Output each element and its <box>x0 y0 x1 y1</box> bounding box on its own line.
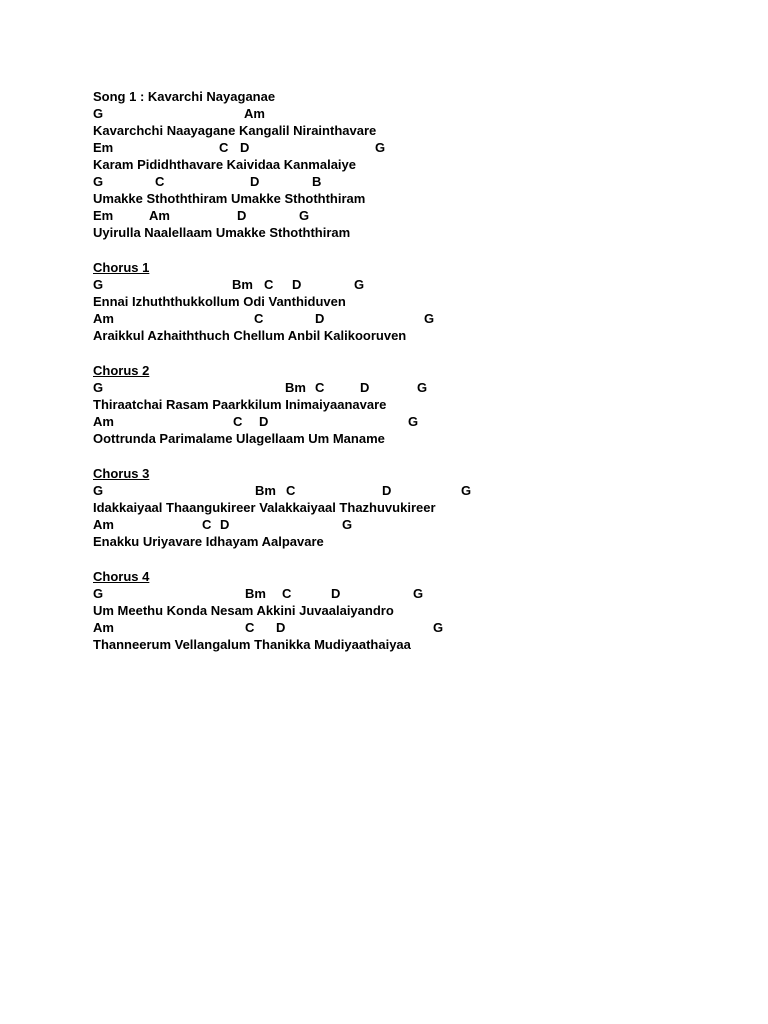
chord: D <box>382 483 392 498</box>
chord: G <box>299 208 310 223</box>
chord: D <box>315 311 325 326</box>
chord: G <box>433 620 444 635</box>
lyric-line: Thiraatchai Rasam Paarkkilum Inimaiyaanavare <box>93 397 387 412</box>
chord: C <box>155 174 165 189</box>
chord: C <box>264 277 274 292</box>
lyric-line: Oottrunda Parimalame Ulagellaam Um Maname <box>93 431 385 446</box>
chord: B <box>312 174 322 189</box>
chord: C <box>233 414 243 429</box>
chord: Em <box>93 208 114 223</box>
chord: D <box>250 174 260 189</box>
chord: D <box>331 586 341 601</box>
chord: Bm <box>232 277 253 292</box>
chord: C <box>254 311 264 326</box>
lyric-line: Thanneerum Vellangalum Thanikka Mudiyaathaiyaa <box>93 637 411 652</box>
chord: C <box>219 140 229 155</box>
chord: G <box>93 483 104 498</box>
chord: C <box>245 620 255 635</box>
chord: G <box>93 277 104 292</box>
lyric-line: Idakkaiyaal Thaangukireer Valakkaiyaal Thazhuvukireer <box>93 500 436 515</box>
chord: C <box>202 517 212 532</box>
chord: Am <box>93 414 114 429</box>
chord: G <box>413 586 424 601</box>
lyric-line: Karam Pididhthavare Kaividaa Kanmalaiye <box>93 157 357 172</box>
chord: Am <box>93 620 114 635</box>
chord: D <box>259 414 269 429</box>
chorus-3-heading: Chorus 3 <box>93 466 150 481</box>
chorus-1-heading: Chorus 1 <box>93 260 150 275</box>
chord: G <box>93 174 104 189</box>
chord: G <box>93 586 104 601</box>
chord: D <box>276 620 286 635</box>
chord: G <box>408 414 419 429</box>
chord: G <box>461 483 472 498</box>
chord: Em <box>93 140 114 155</box>
chord: Am <box>244 106 265 121</box>
chord: D <box>292 277 302 292</box>
chord: C <box>286 483 296 498</box>
chorus-2-heading: Chorus 2 <box>93 363 150 378</box>
chorus-4-heading: Chorus 4 <box>93 569 150 584</box>
lyric-line: Araikkul Azhaiththuch Chellum Anbil Kalikooruven <box>93 328 407 343</box>
chord: D <box>220 517 230 532</box>
chord: C <box>282 586 292 601</box>
chord: C <box>315 380 325 395</box>
chord: G <box>424 311 435 326</box>
song-title: Song 1 : Kavarchi Nayaganae <box>93 89 276 104</box>
chord: D <box>240 140 250 155</box>
lyric-line: Um Meethu Konda Nesam Akkini Juvaalaiyandro <box>93 603 394 618</box>
chord: G <box>354 277 365 292</box>
chord: Bm <box>285 380 306 395</box>
chord: D <box>237 208 247 223</box>
chord: D <box>360 380 370 395</box>
chord: Am <box>93 311 114 326</box>
chord: G <box>342 517 353 532</box>
lyric-line: Enakku Uriyavare Idhayam Aalpavare <box>93 534 324 549</box>
chord: Bm <box>255 483 276 498</box>
chord: G <box>93 380 104 395</box>
lyric-line: Ennai Izhuththukkollum Odi Vanthiduven <box>93 294 346 309</box>
chord: Am <box>149 208 170 223</box>
chord: G <box>375 140 386 155</box>
lyric-line: Umakke Sthoththiram Umakke Sthoththiram <box>93 191 366 206</box>
chord: G <box>417 380 428 395</box>
chord: Bm <box>245 586 266 601</box>
chord: G <box>93 106 104 121</box>
lyric-line: Uyirulla Naalellaam Umakke Sthoththiram <box>93 225 351 240</box>
chord: Am <box>93 517 114 532</box>
lyric-line: Kavarchchi Naayagane Kangalil Nirainthavare <box>93 123 377 138</box>
